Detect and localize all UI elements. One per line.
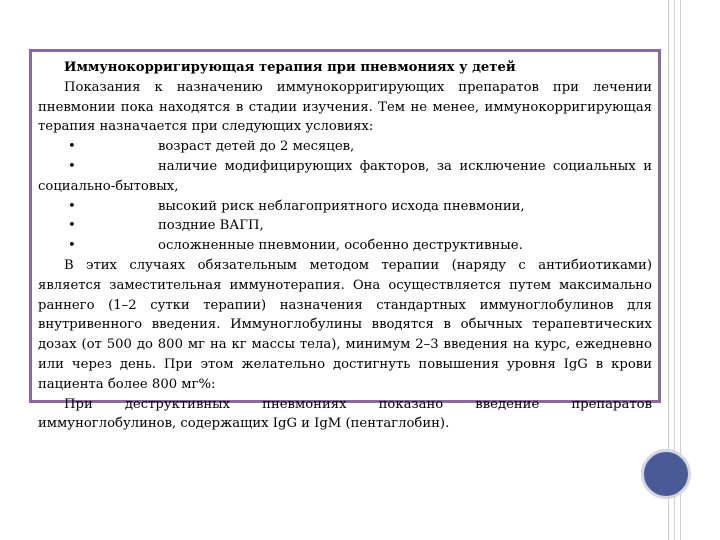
therapy-paragraph: В этих случаях обязательным методом терапии (наряду с антибиотиками) является заместительная иммунотерапия. Она осуществляется путем максимально раннего (1–2 сутки терапии) назначения стандартных иммуноглобулинов для внутривенного введения. Иммуноглобулины вводятся в обычных терапевтических дозах (от 500 до 800 мг на кг массы тела), минимум 2–3 введения на курс, ежедневно или через день. При этом желательно достигнуть повышения уровня IgG в крови пациента более 800 мг%:	[38, 257, 652, 392]
bullet-continuation: социально-бытовых,	[38, 178, 179, 194]
bullet-item	[38, 216, 652, 236]
bullet-text: возраст детей до 2 месяцев,	[158, 139, 355, 155]
bullet-text: осложненные пневмонии, особенно деструктивные.	[158, 238, 523, 254]
bullet-text: наличие модифицирующих факторов, за исключение социальных и	[158, 158, 652, 174]
bullet-mark: •	[68, 158, 76, 174]
navigation-circle-icon[interactable]	[641, 449, 691, 499]
bullet-mark: •	[68, 238, 76, 254]
bullet-item	[38, 137, 652, 157]
document-title: Иммунокорригирующая терапия при пневмониях у детей	[64, 60, 516, 75]
bullet-item	[38, 157, 652, 177]
bullet-item	[38, 197, 652, 217]
bullet-mark: •	[68, 139, 76, 155]
bullet-mark: •	[68, 198, 76, 214]
bullet-text: поздние ВАГП,	[158, 218, 264, 234]
slide-content-box	[29, 49, 661, 432]
bullet-mark: •	[68, 218, 76, 234]
bullet-text: высокий риск неблагоприятного исхода пневмонии,	[158, 198, 525, 214]
bullet-item	[38, 236, 652, 256]
intro-paragraph: Показания к назначению иммунокорригирующих препаратов при лечении пневмонии пока находятся в стадии изучения. Тем не менее, иммунокорригирующая терапия назначается при следующих условиях:	[38, 79, 652, 135]
destructive-pneumonia-paragraph: При деструктивных пневмониях показано введение препаратов иммуноглобулинов, содержащих IgG и IgM (пентаглобин).	[38, 396, 652, 432]
